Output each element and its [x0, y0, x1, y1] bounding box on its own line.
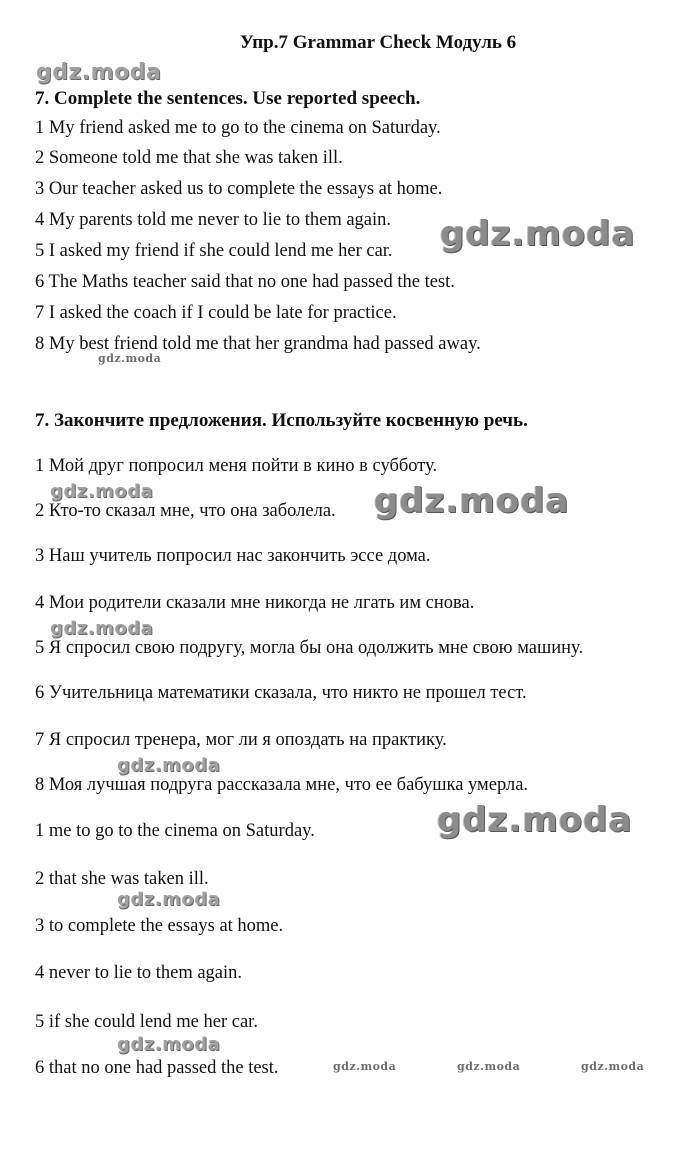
watermark: gdz.moda: [117, 1034, 221, 1055]
english-line-6: 6 The Maths teacher said that no one had passed the test.: [35, 272, 455, 292]
russian-line-4: 4 Мои родители сказали мне никогда не лгать им снова.: [35, 593, 475, 613]
english-line-4: 4 My parents told me never to lie to them again.: [35, 210, 392, 230]
watermark: gdz.moda: [36, 60, 162, 85]
english-line-1: 1 My friend asked me to go to the cinema on Saturday.: [35, 118, 441, 138]
page-title: Упр.7 Grammar Check Модуль 6: [239, 32, 517, 53]
watermark: gdz.moda: [117, 755, 221, 776]
russian-line-5: 5 Я спросил свою подругу, могла бы она одолжить мне свою машину.: [35, 638, 584, 658]
watermark: gdz.moda: [117, 889, 221, 910]
english-line-7: 7 I asked the coach if I could be late for practice.: [35, 303, 397, 323]
russian-line-2: 2 Кто-то сказал мне, что она заболела.: [35, 501, 336, 521]
answer-line-2: 2 that she was taken ill.: [35, 869, 209, 889]
russian-line-8: 8 Моя лучшая подруга рассказала мне, что ее бабушка умерла.: [35, 775, 529, 795]
watermark: gdz.moda: [98, 352, 162, 365]
russian-line-3: 3 Наш учитель попросил нас закончить эссе дома.: [35, 546, 431, 566]
english-line-3: 3 Our teacher asked us to complete the essays at home.: [35, 179, 443, 199]
english-heading: 7. Complete the sentences. Use reported speech.: [35, 88, 421, 109]
watermark: gdz.moda: [374, 481, 570, 521]
answer-line-5: 5 if she could lend me her car.: [35, 1012, 258, 1032]
english-line-5: 5 I asked my friend if she could lend me her car.: [35, 241, 393, 261]
english-line-2: 2 Someone told me that she was taken ill.: [35, 148, 343, 168]
watermark: gdz.moda: [50, 618, 154, 639]
answer-line-4: 4 never to lie to them again.: [35, 963, 243, 983]
answer-line-3: 3 to complete the essays at home.: [35, 916, 284, 936]
watermark: gdz.moda: [50, 481, 154, 502]
russian-line-1: 1 Мой друг попросил меня пойти в кино в субботу.: [35, 456, 438, 476]
russian-line-7: 7 Я спросил тренера, мог ли я опоздать на практику.: [35, 730, 447, 750]
answer-line-1: 1 me to go to the cinema on Saturday.: [35, 821, 315, 841]
russian-line-6: 6 Учительница математики сказала, что никто не прошел тест.: [35, 683, 527, 703]
watermark: gdz.moda: [437, 800, 633, 840]
watermark: gdz.moda: [457, 1060, 521, 1073]
watermark: gdz.moda: [333, 1060, 397, 1073]
watermark: gdz.moda: [581, 1060, 645, 1073]
russian-heading: 7. Закончите предложения. Используйте косвенную речь.: [35, 410, 528, 431]
english-line-8: 8 My best friend told me that her grandma had passed away.: [35, 334, 481, 354]
watermark: gdz.moda: [440, 214, 636, 254]
answer-line-6: 6 that no one had passed the test.: [35, 1058, 279, 1078]
